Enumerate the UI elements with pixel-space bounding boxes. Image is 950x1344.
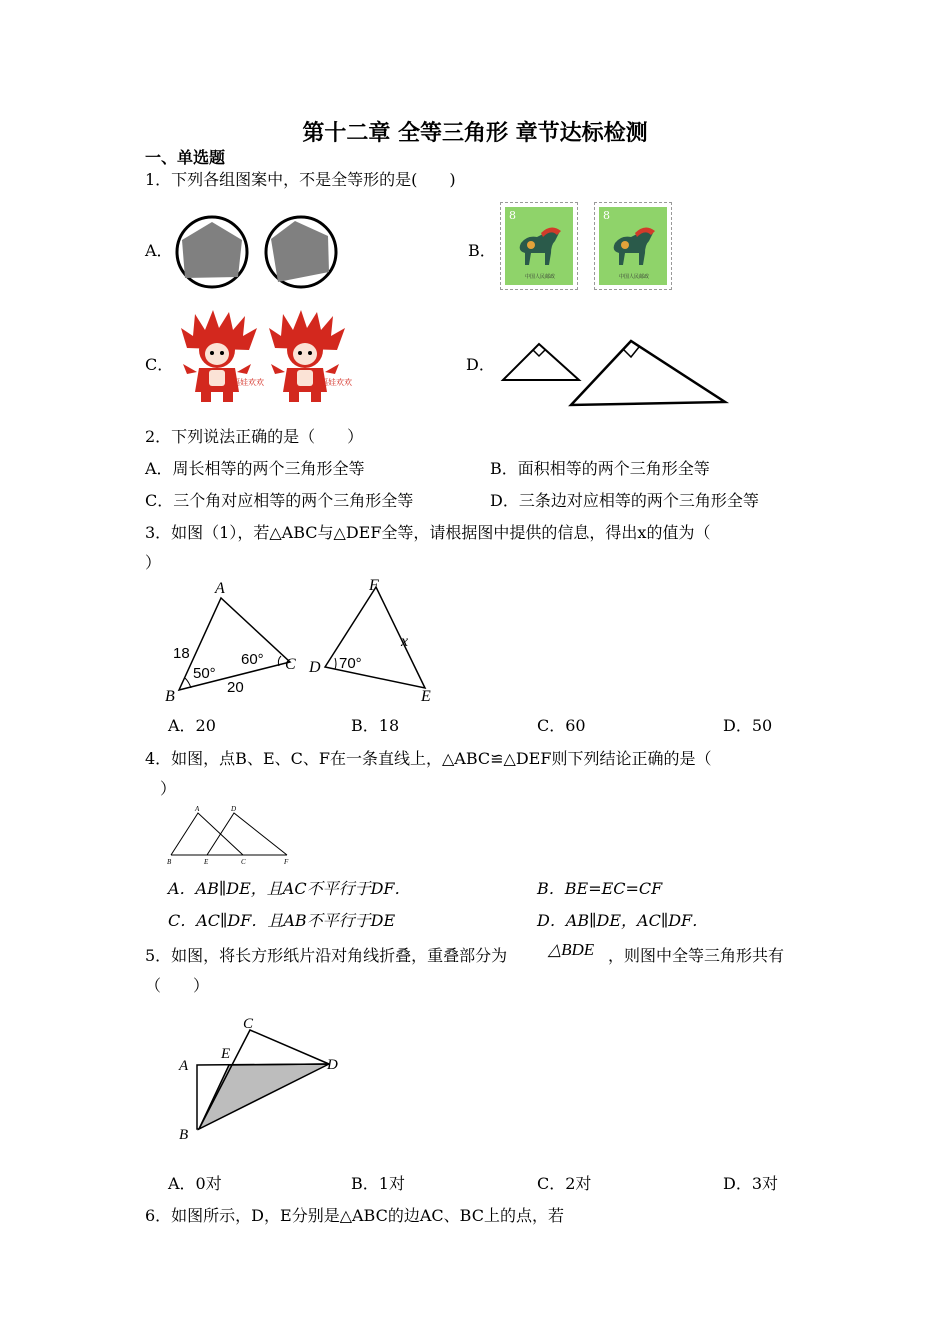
triangle-def xyxy=(325,587,425,688)
q2-option-d: D．三条边对应相等的两个三角形全等 xyxy=(490,491,759,510)
horse-icon xyxy=(511,221,567,271)
label-angle-d: 70° xyxy=(339,655,362,672)
q6-stem: 6．如图所示，D，E分别是△ABC的边AC、BC上的点，若 xyxy=(145,1206,564,1225)
label-angle-c: 60° xyxy=(241,651,264,668)
triangle-def xyxy=(207,813,287,855)
q3-option-a: A．20 xyxy=(168,716,216,735)
section-heading: 一、单选题 xyxy=(145,148,226,167)
q1-figure-a xyxy=(175,215,345,290)
page-title: 第十二章 全等三角形 章节达标检测 xyxy=(302,121,648,146)
q5-figure xyxy=(175,1012,355,1147)
q2-option-b: B．面积相等的两个三角形全等 xyxy=(490,459,710,478)
q4-stem-line1: 4．如图，点B、E、C、F在一条直线上，△ABC≌△DEF则下列结论正确的是（ xyxy=(145,749,712,768)
q3-stem-line1: 3．如图（1），若△ABC与△DEF全等，请根据图中提供的信息，得出x的值为（ xyxy=(145,523,711,542)
q4-stem-line2: ） xyxy=(160,779,177,798)
mascot-left-icon xyxy=(177,308,267,404)
q4-option-c: C．AC∥DF．且AB不平行于DE xyxy=(168,911,396,930)
label-f: F xyxy=(369,577,379,594)
q2-option-a: A．周长相等的两个三角形全等 xyxy=(145,459,365,478)
q5-stem-line1b: ，则图中全等三角形共有 xyxy=(608,946,785,965)
label-x: x xyxy=(401,633,409,650)
q1-option-a-label: A． xyxy=(145,241,173,260)
stamp-denomination: 8 xyxy=(603,209,610,222)
q3-option-b: B．18 xyxy=(351,716,400,735)
mascot-right-caption: 福娃欢欢 xyxy=(320,378,352,387)
stamp-left xyxy=(500,202,578,290)
right-angle-mark xyxy=(533,350,545,356)
svg-text:C: C xyxy=(243,1016,254,1032)
mascot-right-icon xyxy=(265,308,355,404)
small-triangle xyxy=(503,344,579,380)
label-ab: 18 xyxy=(173,645,190,662)
q4-option-b: B．BE=EC=CF xyxy=(537,879,663,898)
q5-formula: △BDE xyxy=(548,940,595,959)
q5-stem-line2: （ ） xyxy=(145,976,210,995)
label-c: C xyxy=(285,656,296,673)
label-bc: 20 xyxy=(227,679,244,696)
q5-option-c: C．2对 xyxy=(537,1174,592,1193)
q1-stem: 1．下列各组图案中，不是全等形的是( ) xyxy=(145,170,456,189)
large-triangle xyxy=(571,341,725,405)
label-b: B xyxy=(165,688,175,705)
q3-stem-line2: ） xyxy=(145,553,162,572)
q5-option-d: D．3对 xyxy=(723,1174,779,1193)
q2-stem: 2．下列说法正确的是（ ） xyxy=(145,427,364,446)
q1-option-b-label: B． xyxy=(468,241,496,260)
svg-text:A: A xyxy=(195,805,200,813)
svg-text:B: B xyxy=(179,1127,189,1143)
svg-text:E: E xyxy=(221,1046,231,1062)
q5-option-b: B．1对 xyxy=(351,1174,405,1193)
q4-option-a: A．AB∥DE，且AC不平行于DF． xyxy=(168,879,411,898)
q1-option-c-label: C． xyxy=(145,355,174,374)
q5-stem-line1: 5．如图，将长方形纸片沿对角线折叠，重叠部分为 xyxy=(145,946,508,965)
q3-figure xyxy=(165,578,445,708)
svg-text:F: F xyxy=(284,858,289,866)
svg-text:C: C xyxy=(241,858,246,866)
triangle-abc xyxy=(171,813,243,855)
label-a: A xyxy=(215,580,225,597)
q1-figure-d xyxy=(495,335,735,410)
svg-text:D: D xyxy=(327,1057,338,1073)
svg-text:E: E xyxy=(204,858,209,866)
q4-figure xyxy=(165,803,295,865)
stamp-text: 中国人民邮政 xyxy=(619,274,650,280)
svg-text:D: D xyxy=(231,805,237,813)
label-d: D xyxy=(309,659,321,676)
stamp-denomination: 8 xyxy=(509,209,516,222)
horse-icon xyxy=(605,221,661,271)
q5-option-a: A．0对 xyxy=(168,1174,222,1193)
stamp-text: 中国人民邮政 xyxy=(525,274,556,280)
q1-option-d-label: D． xyxy=(466,355,495,374)
q3-option-d: D．50 xyxy=(723,716,773,735)
svg-text:A: A xyxy=(179,1058,189,1074)
label-e: E xyxy=(421,688,431,705)
svg-text:B: B xyxy=(167,858,172,866)
q4-option-d: D．AB∥DE，AC∥DF． xyxy=(537,911,709,930)
mascot-left-caption: 福娃欢欢 xyxy=(232,378,264,387)
stamp-right xyxy=(594,202,672,290)
label-angle-b: 50° xyxy=(193,665,216,682)
q2-option-c: C．三个角对应相等的两个三角形全等 xyxy=(145,491,414,510)
q3-option-c: C．60 xyxy=(537,716,586,735)
overlap-triangle xyxy=(199,1064,329,1129)
